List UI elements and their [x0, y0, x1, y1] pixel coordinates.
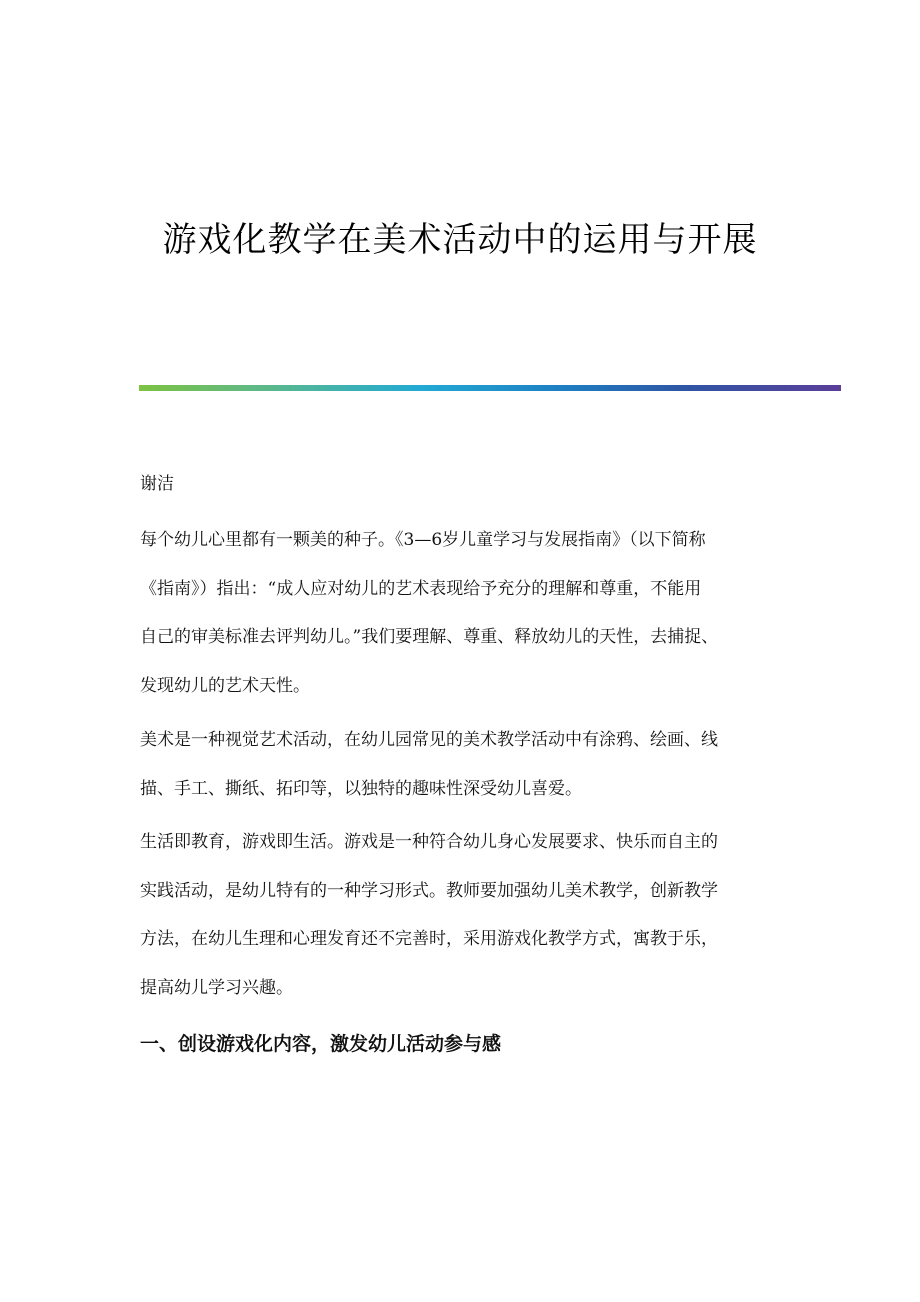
author-name: 谢洁 — [140, 474, 174, 494]
document-title: 游戏化教学在美术活动中的运用与开展 — [162, 220, 758, 260]
body-paragraph: 生活即教育，游戏即生活。游戏是一种符合幼儿身心发展要求、快乐而自主的 实践活动，是幼儿特有的一种学习形式。教师要加强幼儿美术教学，创新教学 方法，在幼儿生理和心理发育还不完善时，采用游戏化教学方式，寓教于乐， 提高幼儿学习兴趣。 — [140, 832, 718, 998]
title-divider — [139, 385, 841, 391]
body-paragraph: 每个幼儿心里都有一颗美的种子。《3—6岁儿童学习与发展指南》（以下简称 《指南》）指出：“成人应对幼儿的艺术表现给予充分的理解和尊重，不能用 自己的审美标准去评判幼儿。”我们要理解、尊重、释放幼儿的天性，去捕捉、 发现幼儿的艺术天性。 — [140, 530, 719, 696]
section-heading: 一、创设游戏化内容，激发幼儿活动参与感 — [140, 1033, 502, 1055]
body-paragraph: 美术是一种视觉艺术活动，在幼儿园常见的美术教学活动中有涂鸦、绘画、线 描、手工、撕纸、拓印等，以独特的趣味性深受幼儿喜爱。 — [140, 730, 718, 799]
